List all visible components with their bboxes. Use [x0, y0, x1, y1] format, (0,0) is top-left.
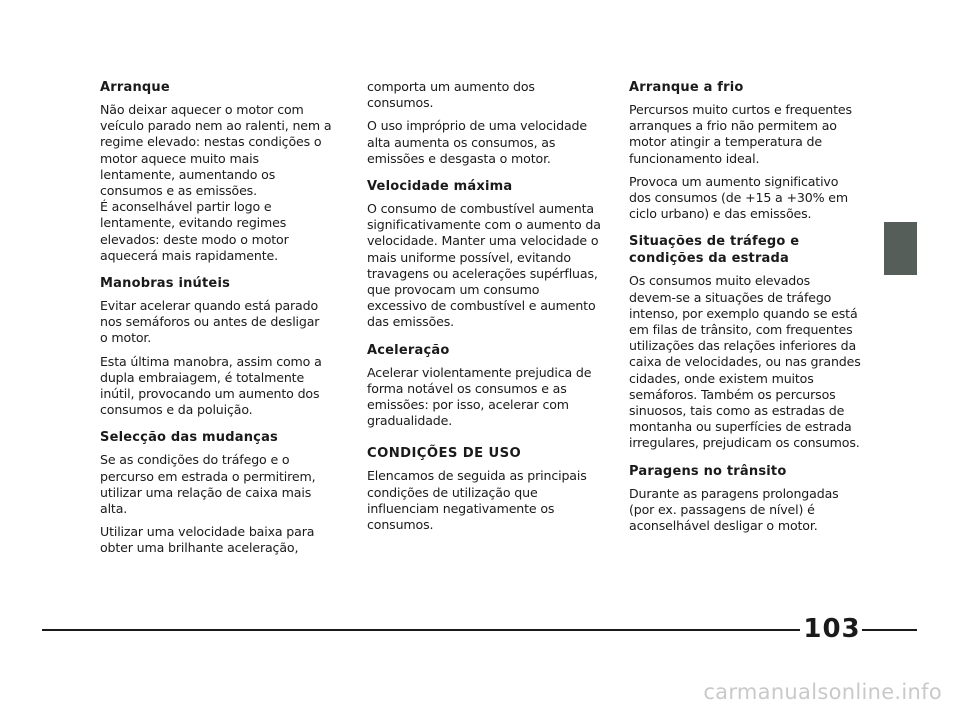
footer-rule-right [862, 629, 917, 631]
section-arranque [100, 79, 336, 264]
paragraph: Não deixar aquecer o motor com veículo parado nem ao ralenti, nem a regime elevado: nestas condições o motor aquece muito mais lentamente, aumentando os consumos e as emissões. É aconselhável partir logo e lentamente, evitando regimes elevados: deste modo o motor aquecerá mais rapidamente. [100, 102, 332, 263]
paragraph: Os consumos muito elevados devem-se a situações de tráfego intenso, por exemplo quando se está em filas de trânsito, com frequentes utilizações das relações inferiores da caixa de velocidades, ou nas grandes cidades, onde existem muitos semáforos. Também os percursos sinuosos, tais como as estradas de montanha ou superfícies de estrada irregulares, prejudicam os consumos. [629, 273, 861, 451]
section-heading: Paragens no trânsito [629, 463, 787, 479]
section-arranque-a-frio [629, 79, 865, 222]
section-seleccao-mudancas [100, 429, 336, 556]
paragraph: Esta última manobra, assim como a dupla embraiagem, é totalmente inútil, provocando um aumento dos consumos e da poluição. [100, 353, 322, 418]
paragraph: Evitar acelerar quando está parado nos semáforos ou antes de desligar o motor. [100, 298, 320, 346]
paragraph: Percursos muito curtos e frequentes arranques a frio não permitem ao motor atingir a temperatura de funcionamento ideal. [629, 102, 852, 166]
paragraph: Utilizar uma velocidade baixa para obter uma brilhante aceleração, [100, 524, 315, 556]
section-paragens-transito [629, 463, 865, 535]
section-velocidade-maxima [367, 178, 603, 331]
section-aceleracao [367, 342, 603, 430]
paragraph: Se as condições do tráfego e o percurso em estrada o permitirem, utilizar uma relação de caixa mais alta. [100, 452, 316, 517]
section-heading: Situações de tráfego e condições da estrada [629, 234, 800, 267]
section-situacoes-trafego [629, 233, 865, 451]
section-continuation [367, 79, 603, 167]
paragraph: comporta um aumento dos consumos. [367, 79, 535, 111]
paragraph: Elencamos de seguida as principais condições de utilização que influenciam negativamente os consumos. [367, 468, 587, 533]
page-number: 103 [803, 614, 861, 644]
text-column-3 [629, 79, 865, 545]
watermark: carmanualsonline.info [703, 680, 942, 704]
section-heading: Arranque [100, 80, 170, 95]
chapter-thumb-tab [884, 222, 917, 275]
footer-rule-left [42, 629, 800, 631]
section-heading: Aceleração [367, 342, 450, 358]
section-heading: Selecção das mudanças [100, 430, 278, 446]
text-column-1 [100, 79, 336, 568]
paragraph: O consumo de combustível aumenta significativamente com o aumento da velocidade. Manter uma velocidade o mais uniforme possível, evitando travagens ou acelerações supérfluas, que provocam um consumo excessivo de combustível e aumento das emissões. [367, 201, 601, 330]
chapter-heading: CONDIÇÕES DE USO [367, 446, 522, 462]
section-heading: Velocidade máxima [367, 179, 513, 195]
section-heading: Manobras inúteis [100, 276, 231, 292]
section-condicoes-de-uso [367, 445, 603, 533]
text-column-2 [367, 79, 603, 544]
section-heading: Arranque a frio [629, 80, 744, 95]
paragraph: O uso impróprio de uma velocidade alta aumenta os consumos, as emissões e desgasta o motor. [367, 118, 587, 166]
paragraph: Provoca um aumento significativo dos consumos (de +15 a +30% em ciclo urbano) e das emissões. [629, 173, 848, 222]
section-manobras-inuteis [100, 275, 336, 418]
paragraph: Acelerar violentamente prejudica de forma notável os consumos e as emissões: por isso, acelerar com gradualidade. [367, 364, 592, 429]
paragraph: Durante as paragens prolongadas (por ex. passagens de nível) é aconselhável desligar o motor. [629, 485, 839, 534]
